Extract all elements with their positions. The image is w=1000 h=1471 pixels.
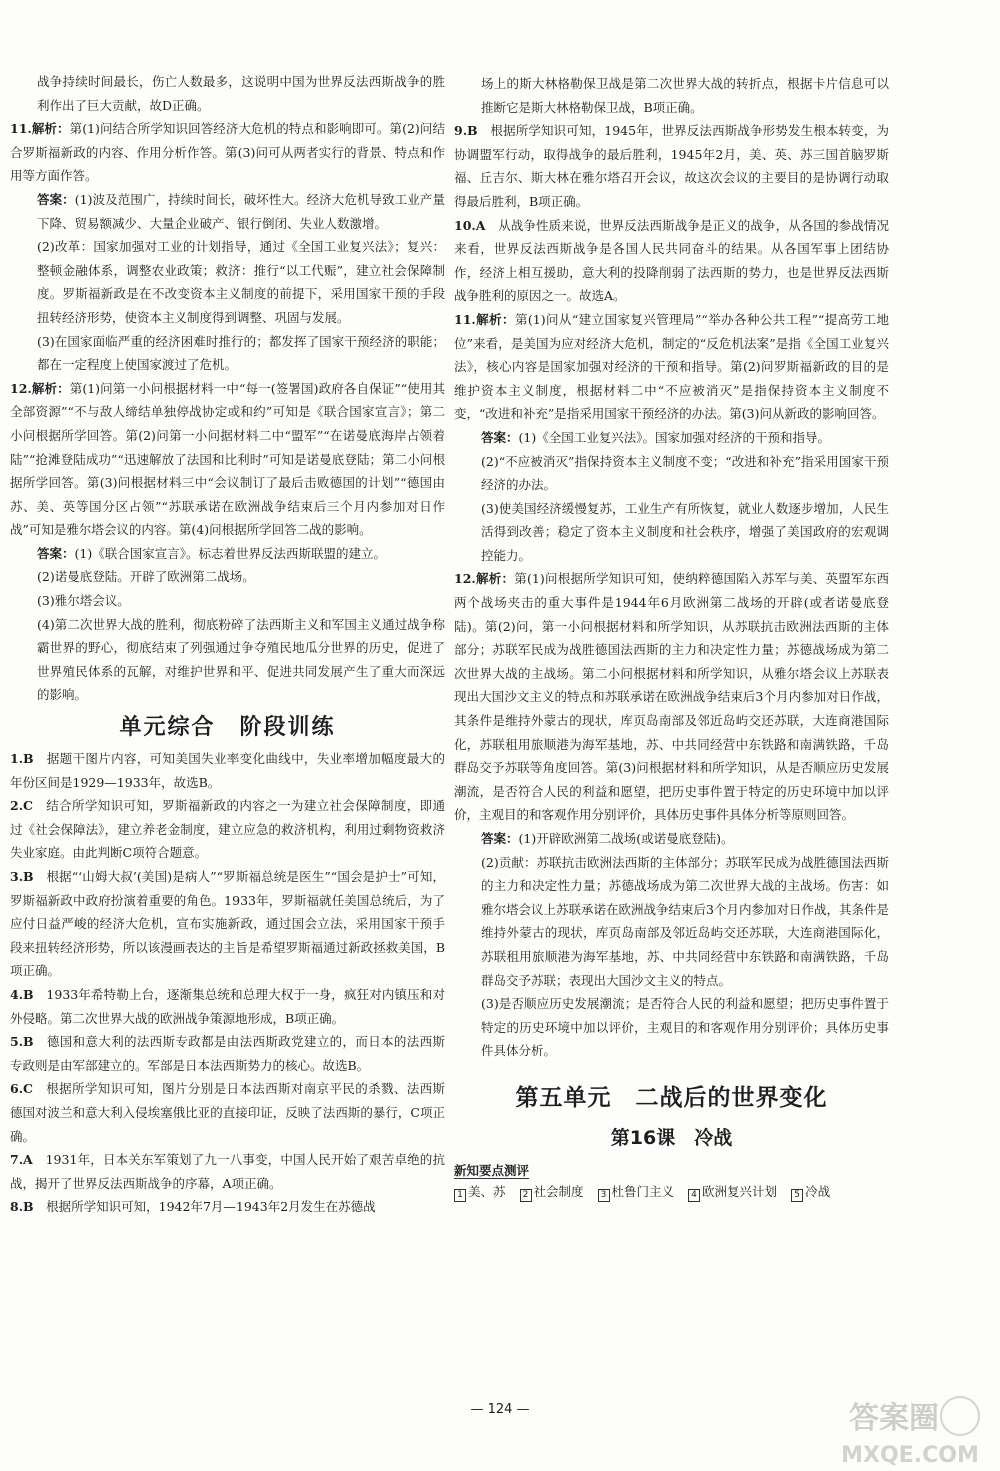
watermark-text-bottom: MXQE.COM bbox=[841, 1443, 979, 1468]
number-box: 4 bbox=[688, 1189, 700, 1202]
choice-explanation: 据题干图片内容，可知美国失业率变化曲线中，失业率增加幅度最大的年份区间是1929—1933年，故选B。 bbox=[10, 751, 445, 790]
choice-number: 2.C bbox=[10, 798, 33, 814]
choice-number: 10.A bbox=[454, 217, 486, 233]
answer-part-4: (4)第二次世界大战的胜利，彻底粉碎了法西斯主义和军国主义通过战争称霸世界的野心，彻底结束了列强通过争夺殖民地瓜分世界的历史，促进了世界殖民体系的瓦解，对维护世界和平、促进共同发展产生了重大而深远的影响。 bbox=[37, 616, 445, 703]
left-column bbox=[10, 70, 445, 1219]
quick-answer-3 bbox=[598, 1181, 675, 1203]
question-11-analysis bbox=[454, 308, 889, 426]
question-number: 12. bbox=[10, 380, 32, 396]
question-11-answer bbox=[10, 188, 445, 235]
answer-label: 答案： bbox=[481, 831, 519, 846]
answer-part-2: (2)诺曼底登陆。开辟了欧洲第二战场。 bbox=[37, 569, 255, 585]
number-box: 2 bbox=[520, 1189, 532, 1202]
choice-number: 8.B bbox=[10, 1199, 34, 1215]
quick-answers-row bbox=[454, 1181, 889, 1203]
choice-answer-1 bbox=[10, 747, 445, 794]
answer-part-3: (3)使美国经济缓慢复苏，工业生产有所恢复，就业人数逐步增加，人民生活得到改善；稳定了资本主义制度和社会秩序，增强了美国政府的宏观调控能力。 bbox=[481, 500, 889, 563]
choice-number: 1.B bbox=[10, 751, 34, 767]
question-11-analysis bbox=[10, 117, 445, 188]
answer-text: (1)开辟欧洲第二战场(或诺曼底登陆)。 bbox=[518, 831, 734, 846]
question-number: 12. bbox=[454, 571, 476, 587]
question-12-analysis bbox=[10, 377, 445, 542]
choice-answer-9 bbox=[454, 119, 889, 213]
choice-answer-6 bbox=[10, 1077, 445, 1148]
choice-answer-4 bbox=[10, 983, 445, 1030]
choice-number: 7.A bbox=[10, 1152, 33, 1168]
number-box: 3 bbox=[598, 1189, 610, 1202]
quick-answer-1 bbox=[454, 1181, 506, 1203]
section-title: 单元综合 阶段训练 bbox=[119, 715, 336, 741]
choice-answer-5 bbox=[10, 1030, 445, 1077]
choice-explanation: 根据所学知识可知，1942年7月—1943年2月发生在苏德战 bbox=[46, 1199, 376, 1215]
question-12-answer bbox=[454, 827, 889, 851]
choice-number: 3.B bbox=[10, 869, 34, 884]
continued-answer: 战争持续时间最长，伤亡人数最多，这说明中国为世界反法西斯战争的胜利作出了巨大贡献，故D正确。 bbox=[37, 74, 445, 113]
quick-answer-2 bbox=[520, 1181, 584, 1203]
analysis-text: 第(1)问从“建立国家复兴管理局”“举办各种公共工程”“提高劳工地位”来看，是美国为应对经济大危机，制定的“反危机法案”是指《全国工业复兴法》，核心内容是国家加强对经济的干预和指导。第(2)问罗斯福新政的目的是维护资本主义制度，根据材料二中“不应被消灭”是指保持资本主义制度不变，“改进和补充”是指采用国家干预经济的办法。第(3)问从新政的影响回答。 bbox=[454, 311, 889, 422]
answer-text: (1)《联合国家宣言》。标志着世界反法西斯联盟的建立。 bbox=[74, 545, 386, 561]
quick-answer-text: 社会制度 bbox=[533, 1183, 584, 1199]
choice-explanation: 根据所学知识可知，图片分别是日本法西斯对南京平民的杀戮、法西斯德国对波兰和意大利入侵埃塞俄比亚的直接印证，反映了法西斯的暴行，C项正确。 bbox=[10, 1081, 445, 1144]
answer-part-2: (2)贡献：苏联抗击欧洲法西斯的主体部分；苏联军民成为战胜德国法西斯的主力和决定性力量；苏德战场成为第二次世界大战的主战场。伤害：如雅尔塔会议上苏联承诺在欧洲战争结束后3个月内参加对日作战，其条件是维持外蒙古的现状，库页岛南部及邻近岛屿交还苏联，大连商港国际化，苏联租用旅顺港为海军基地，苏、中共同经营中东铁路和南满铁路，千岛群岛交予苏联；表现出大国沙文主义的特点。 bbox=[481, 854, 889, 988]
choice-explanation: 从战争性质来说，世界反法西斯战争是正义的战争，从各国的参战情况来看，世界反法西斯战争是各国人民共同奋斗的结果。从各国军事上团结协作，经济上相互援助，意大利的投降削弱了法西斯的势力，也是世界反法西斯战争胜利的原因之一。故选A。 bbox=[454, 217, 889, 304]
choice-number: 5.B bbox=[10, 1034, 34, 1050]
choice-answer-7 bbox=[10, 1148, 445, 1195]
choice-number: 6.C bbox=[10, 1081, 33, 1097]
choice-answer-10 bbox=[454, 214, 889, 308]
number-box: 5 bbox=[791, 1189, 803, 1202]
analysis-label: 解析： bbox=[475, 571, 515, 587]
analysis-text: 第(1)问结合所学知识回答经济大危机的特点和影响即可。第(2)问结合罗斯福新政的内容、作用分析作答。第(3)问可从两者实行的背景、特点和作用等方面作答。 bbox=[10, 121, 445, 184]
analysis-text: 第(1)问根据所学知识可知，使纳粹德国陷入苏军与美、英盟军东西两个战场夹击的重大事件是1944年6月欧洲第二战场的开辟(或者诺曼底登陆)。第(2)问，第一小问根据材料和所学知识，从苏联抗击欧洲法西斯的主体部分；苏联军民成为战胜德国法西斯的主力和决定性力量；苏德战场成为第二次世界大战的主战场。第二小问根据材料和所学知识，从雅尔塔会议上苏联表现出大国沙文主义的特点和苏联承诺在欧洲战争结束后3个月内参加对日作战，其条件是维持外蒙古的现状，库页岛南部及邻近岛屿交还苏联，大连商港国际化，苏联租用旅顺港为海军基地，苏、中共同经营中东铁路和南满铁路，千岛群岛交予苏联等角度回答。第(3)问根据材料和所学知识，从是否顺应历史发展潮流，是否符合人民的利益和愿望，把历史事件置于特定的历史环境中加以评价，主观目的和客观作用分别评价，具体历史事件具体分析等原则回答。 bbox=[454, 571, 889, 823]
choice-explanation: 1933年希特勒上台，逐渐集总统和总理大权于一身，疯狂对内镇压和对外侵略。第二次世界大战的欧洲战争策源地形成，B项正确。 bbox=[10, 986, 445, 1026]
analysis-label: 解析： bbox=[475, 311, 515, 327]
watermark-logo bbox=[820, 1392, 990, 1468]
question-number: 11. bbox=[10, 121, 32, 137]
quick-answer-text: 美、苏 bbox=[468, 1183, 506, 1199]
analysis-text: 第(1)问第一小问根据材料一中“每一(签署国)政府各自保证”“使用其全部资源”“不与敌人缔结单独停战协定或和约”可知是《联合国家宣言》；第二小问根据所学回答。第(2)问第一小问据材料二中“盟军”“在诺曼底海岸占领着陆”“抢滩登陆成功”“迅速解放了法国和比利时”可知是诺曼底登陆；第二小问根据所学回答。第(3)问根据材料三中“会议制订了最后击败德国的计划”“德国由苏、美、英等国分区占领”“苏联承诺在欧洲战争结束后三个月内参加对日作战”可知是雅尔塔会议的内容。第(4)问根据所学回答二战的影响。 bbox=[10, 380, 445, 538]
analysis-label: 解析： bbox=[31, 121, 70, 137]
choice-number: 9.B bbox=[454, 123, 478, 139]
question-11-answer bbox=[454, 426, 889, 450]
answer-label: 答案： bbox=[37, 545, 75, 561]
lesson-title: 第16课 冷战 bbox=[610, 1126, 733, 1149]
choice-explanation: 德国和意大利的法西斯专政都是由法西斯政党建立的，而日本的法西斯专政则是由军部建立的。军部是日本法西斯势力的核心。故选B。 bbox=[10, 1034, 445, 1073]
choice-number: 4.B bbox=[10, 986, 34, 1002]
answer-part-3: (3)雅尔塔会议。 bbox=[37, 593, 130, 609]
choice-explanation: 根据所学知识可知，1945年，世界反法西斯战争形势发生根本转变，为协调盟军行动，取得战争的最后胜利，1945年2月，美、英、苏三国首脑罗斯福、丘吉尔、斯大林在雅尔塔召开会议，故这次会议的主要目的是协调行动取得最后胜利，B项正确。 bbox=[454, 123, 889, 209]
answer-part-3: (3)是否顺应历史发展潮流；是否符合人民的利益和愿望；把历史事件置于特定的历史环境中加以评价，主观目的和客观作用分别评价；具体历史事件具体分析。 bbox=[481, 996, 889, 1059]
choice-explanation: 结合所学知识可知，罗斯福新政的内容之一为建立社会保障制度，即通过《社会保障法》，建立养老金制度，建立应急的救济机构，利用过剩物资救济失业家庭。由此判断C项符合题意。 bbox=[10, 798, 445, 861]
answer-label: 答案： bbox=[37, 191, 75, 207]
quick-answer-text: 冷战 bbox=[805, 1183, 831, 1199]
choice-explanation: 1931年，日本关东军策划了九一八事变，中国人民开始了艰苦卓绝的抗战，揭开了世界反法西斯战争的序幕，A项正确。 bbox=[10, 1152, 445, 1191]
quick-answer-4 bbox=[688, 1181, 777, 1203]
analysis-label: 解析： bbox=[31, 380, 70, 396]
section-tag bbox=[454, 1161, 889, 1181]
section-tag-label: 新知要点测评 bbox=[454, 1162, 530, 1178]
number-box: 1 bbox=[454, 1189, 466, 1202]
choice-answer-2 bbox=[10, 794, 445, 865]
unit-title: 第五单元 二战后的世界变化 bbox=[515, 1084, 828, 1111]
question-number: 11. bbox=[454, 311, 476, 327]
answer-part-2: (2)改革：国家加强对工业的计划指导，通过《全国工业复兴法》；复兴：整顿金融体系，调整农业政策；救济：推行“以工代赈”，建立社会保障制度。罗斯福新政是在不改变资本主义制度的前提下，采用国家干预的手段扭转经济形势，使资本主义制度得到调整、巩固与发展。 bbox=[37, 239, 445, 325]
quick-answer-5 bbox=[791, 1181, 830, 1203]
question-12-answer bbox=[10, 542, 445, 566]
right-column bbox=[454, 72, 889, 1203]
choice-answer-3 bbox=[10, 865, 445, 983]
continued-answer: 场上的斯大林格勒保卫战是第二次世界大战的转折点，根据卡片信息可以推断它是斯大林格勒保卫战，B项正确。 bbox=[481, 76, 889, 115]
page-number: — 124 — bbox=[470, 1402, 530, 1417]
choice-answer-8 bbox=[10, 1195, 445, 1219]
quick-answer-text: 欧洲复兴计划 bbox=[702, 1183, 778, 1199]
quick-answer-text: 杜鲁门主义 bbox=[611, 1183, 675, 1199]
answer-label: 答案： bbox=[481, 429, 519, 445]
answer-part-2: (2)“不应被消灭”指保持资本主义制度不变；“改进和补充”指采用国家干预经济的办法。 bbox=[481, 453, 889, 493]
question-12-analysis bbox=[454, 567, 889, 827]
answer-text: (1)《全国工业复兴法》。国家加强对经济的干预和指导。 bbox=[518, 429, 830, 445]
answer-text: (1)波及范围广，持续时间长，破坏性大。经济大危机导致工业产量下降、贸易额减少、大量企业破产、银行倒闭、失业人数激增。 bbox=[37, 191, 445, 231]
answer-part-3: (3)在国家面临严重的经济困难时推行的；都发挥了国家干预经济的职能；都在一定程度上使国家渡过了危机。 bbox=[37, 333, 445, 373]
watermark-text-top: 答案圈 bbox=[849, 1401, 939, 1436]
choice-explanation: 根据“‘山姆大叔’(美国)是病人”“罗斯福总统是医生”“国会是护士”可知，罗斯福新政中政府扮演着重要的角色。1933年，罗斯福就任美国总统后，为了应付日益严峻的经济大危机，宣布实施新政，通过国会立法，采用国家干预手段来扭转经济形势，所以该漫画表达的主旨是希望罗斯福通过新政拯救美国，B项正确。 bbox=[10, 869, 445, 979]
